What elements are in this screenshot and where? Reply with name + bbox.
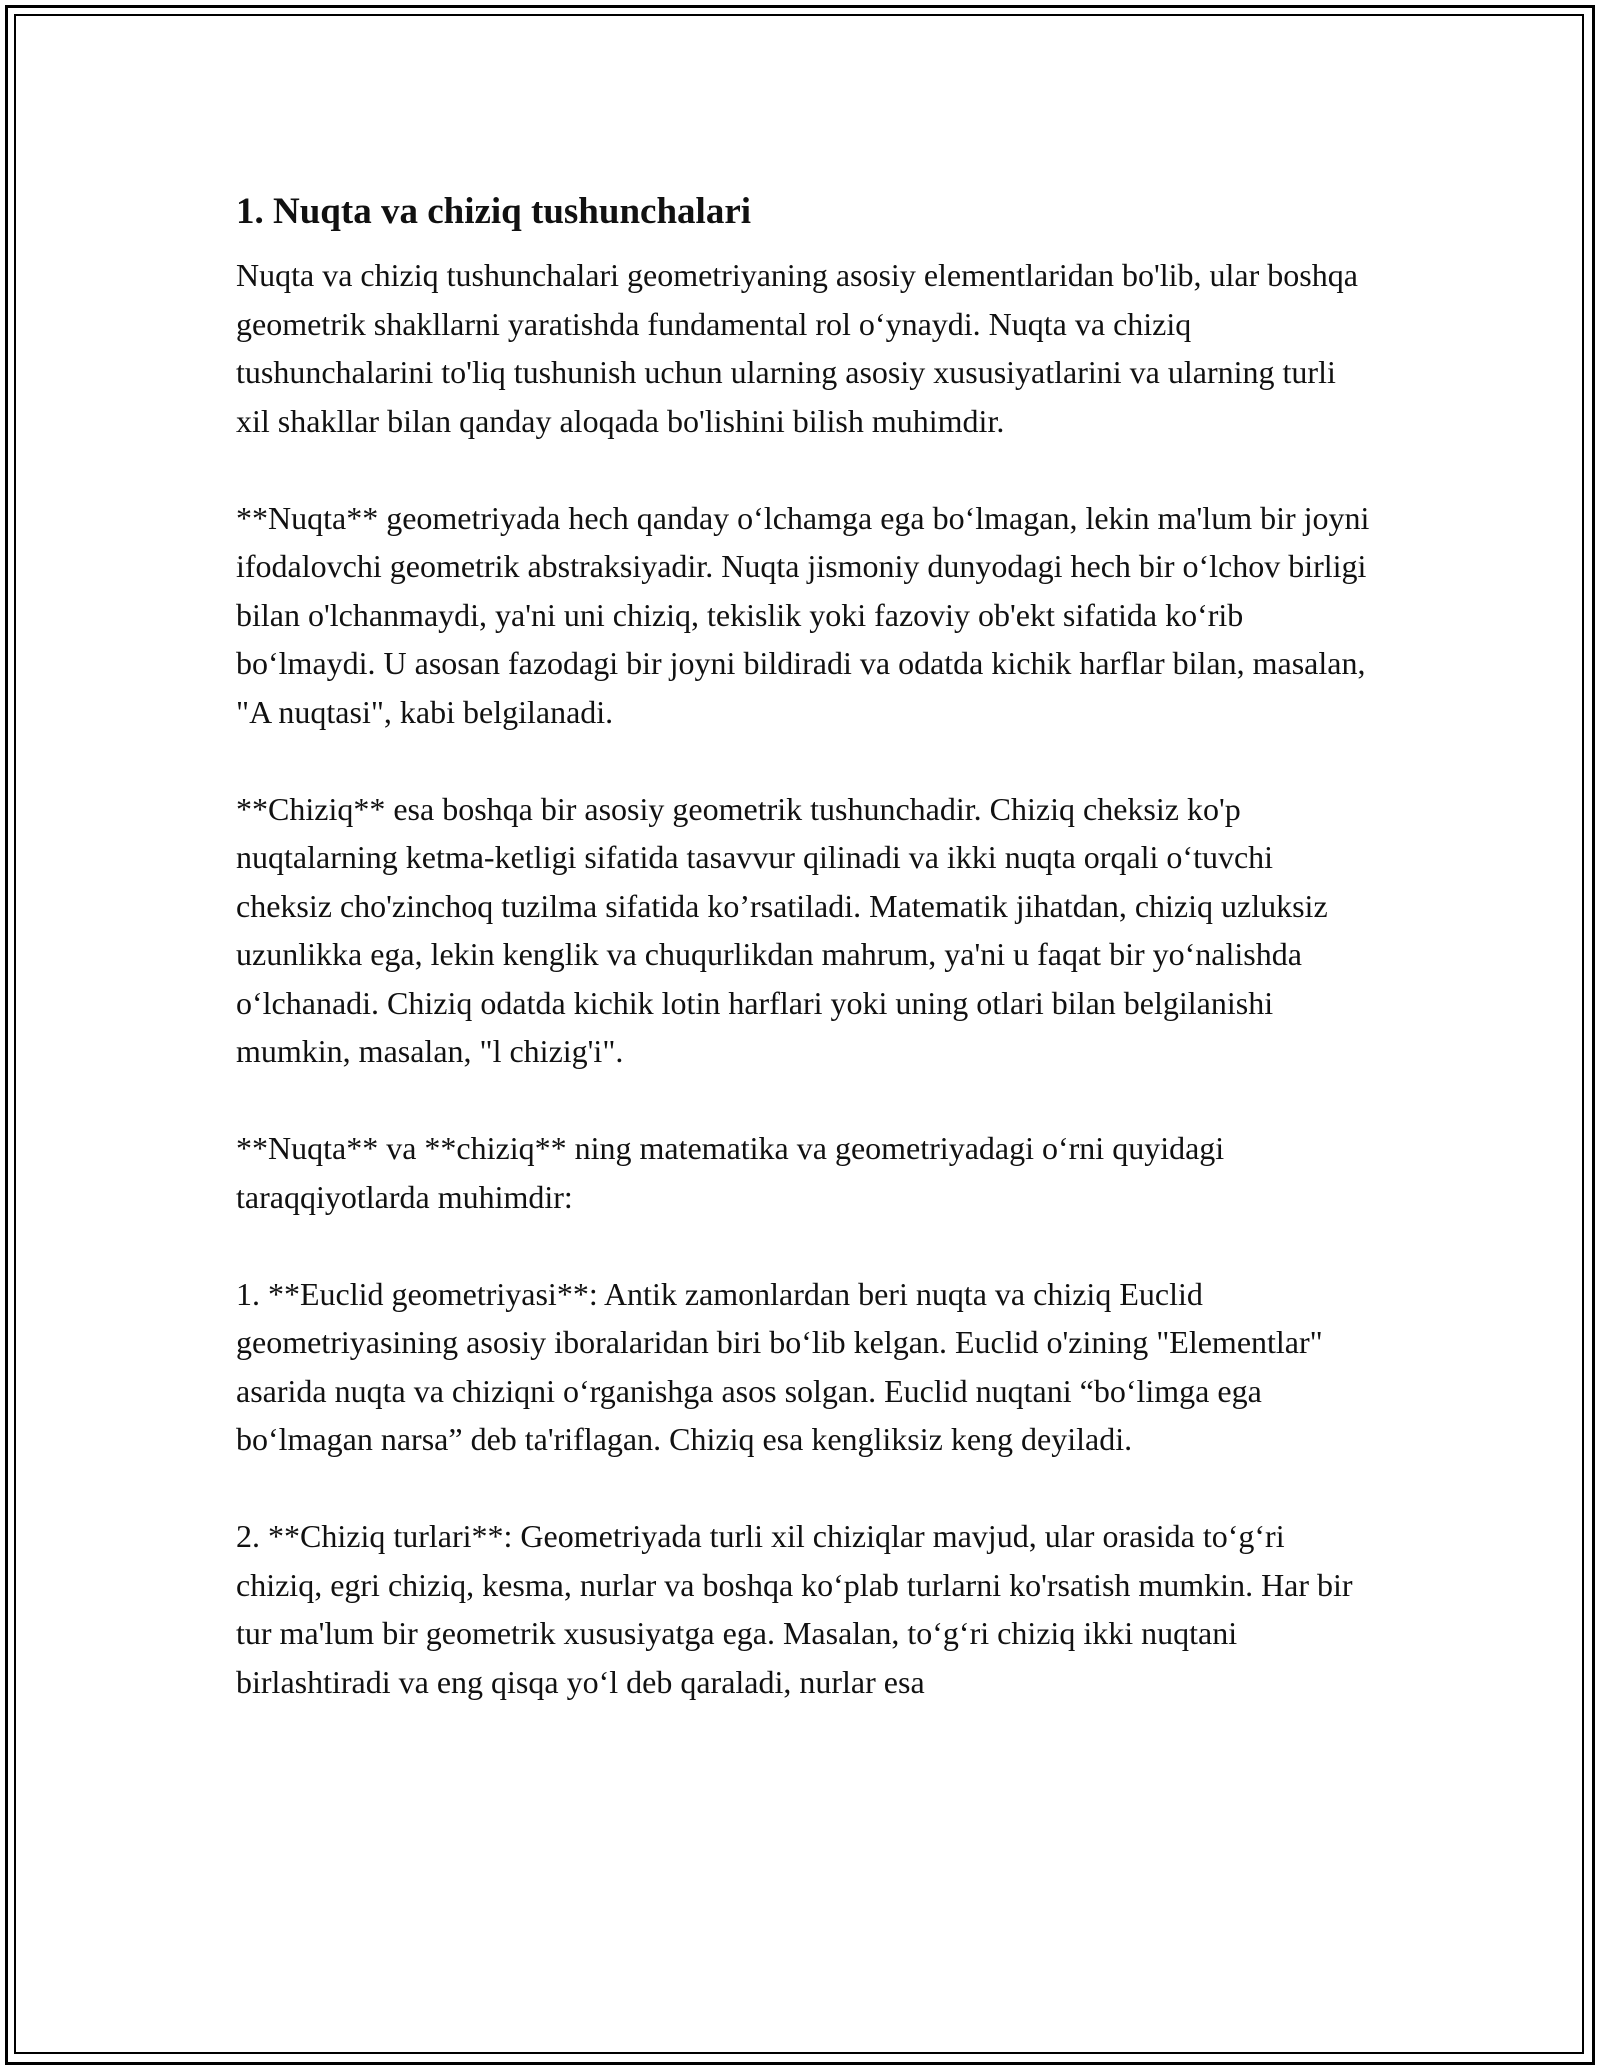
section-heading: 1. Nuqta va chiziq tushunchalari xyxy=(236,191,752,232)
paragraph-chiziq: **Chiziq** esa boshqa bir asosiy geometrik tushunchadir. Chiziq cheksiz ko'p nuqtalarning ketma-ketligi sifatida tasavvur qilinadi va ikki nuqta orqali o‘tuvchi cheksiz cho'zinchoq tuzilma sifatida ko’rsatiladi. Matematik jihatdan, chiziq uzluksiz uzunlikka ega, lekin kenglik va chuqurlikdan mahrum, ya'ni u faqat bir yo‘nalishda o‘lchanadi. Chiziq odatda kichik lotin harflari yoki uning otlari bilan belgilanishi mumkin, masalan, "l chizig'i". xyxy=(236,790,1328,1069)
document-body xyxy=(236,186,1376,1706)
list-item-euclid: 1. **Euclid geometriyasi**: Antik zamonlardan beri nuqta va chiziq Euclid geometriyasining asosiy iboralaridan biri bo‘lib kelgan. Euclid o'zining "Elementlar" asarida nuqta va chiziqni o‘rganishga asos solgan. Euclid nuqtani “bo‘limga ega bo‘lmagan narsa” deb ta'riflagan. Chiziq esa kengliksiz keng deyiladi. xyxy=(236,1275,1323,1457)
paragraph-intro: Nuqta va chiziq tushunchalari geometriyaning asosiy elementlaridan bo'lib, ular boshqa geometrik shakllarni yaratishda fundamental rol o‘ynaydi. Nuqta va chiziq tushunchalarini to'liq tushunish uchun ularning asosiy xususiyatlarini va ularning turli xil shakllar bilan qanday aloqada bo'lishini bilish muhimdir. xyxy=(236,257,1358,439)
paragraph-nuqta: **Nuqta** geometriyada hech qanday o‘lchamga ega bo‘lmagan, lekin ma'lum bir joyni ifodalovchi geometrik abstraksiyadir. Nuqta jismoniy dunyodagi hech bir o‘lchov birligi bilan o'lchanmaydi, ya'ni uni chiziq, tekislik yoki fazoviy ob'ekt sifatida ko‘rib bo‘lmaydi. U asosan fazodagi bir joyni bildiradi va odatda kichik harflar bilan, masalan, "A nuqtasi", kabi belgilanadi. xyxy=(236,499,1370,730)
list-item-line-types: 2. **Chiziq turlari**: Geometriyada turli xil chiziqlar mavjud, ular orasida to‘g‘ri chiziq, egri chiziq, kesma, nurlar va boshqa ko‘plab turlarni ko'rsatish mumkin. Har bir tur ma'lum bir geometrik xususiyatga ega. Masalan, to‘g‘ri chiziq ikki nuqtani birlashtiradi va eng qisqa yo‘l deb qaraladi, nurlar esa xyxy=(236,1518,1353,1700)
paragraph-importance: **Nuqta** va **chiziq** ning matematika va geometriyadagi o‘rni quyidagi taraqqiyotlarda muhimdir: xyxy=(236,1130,1225,1215)
